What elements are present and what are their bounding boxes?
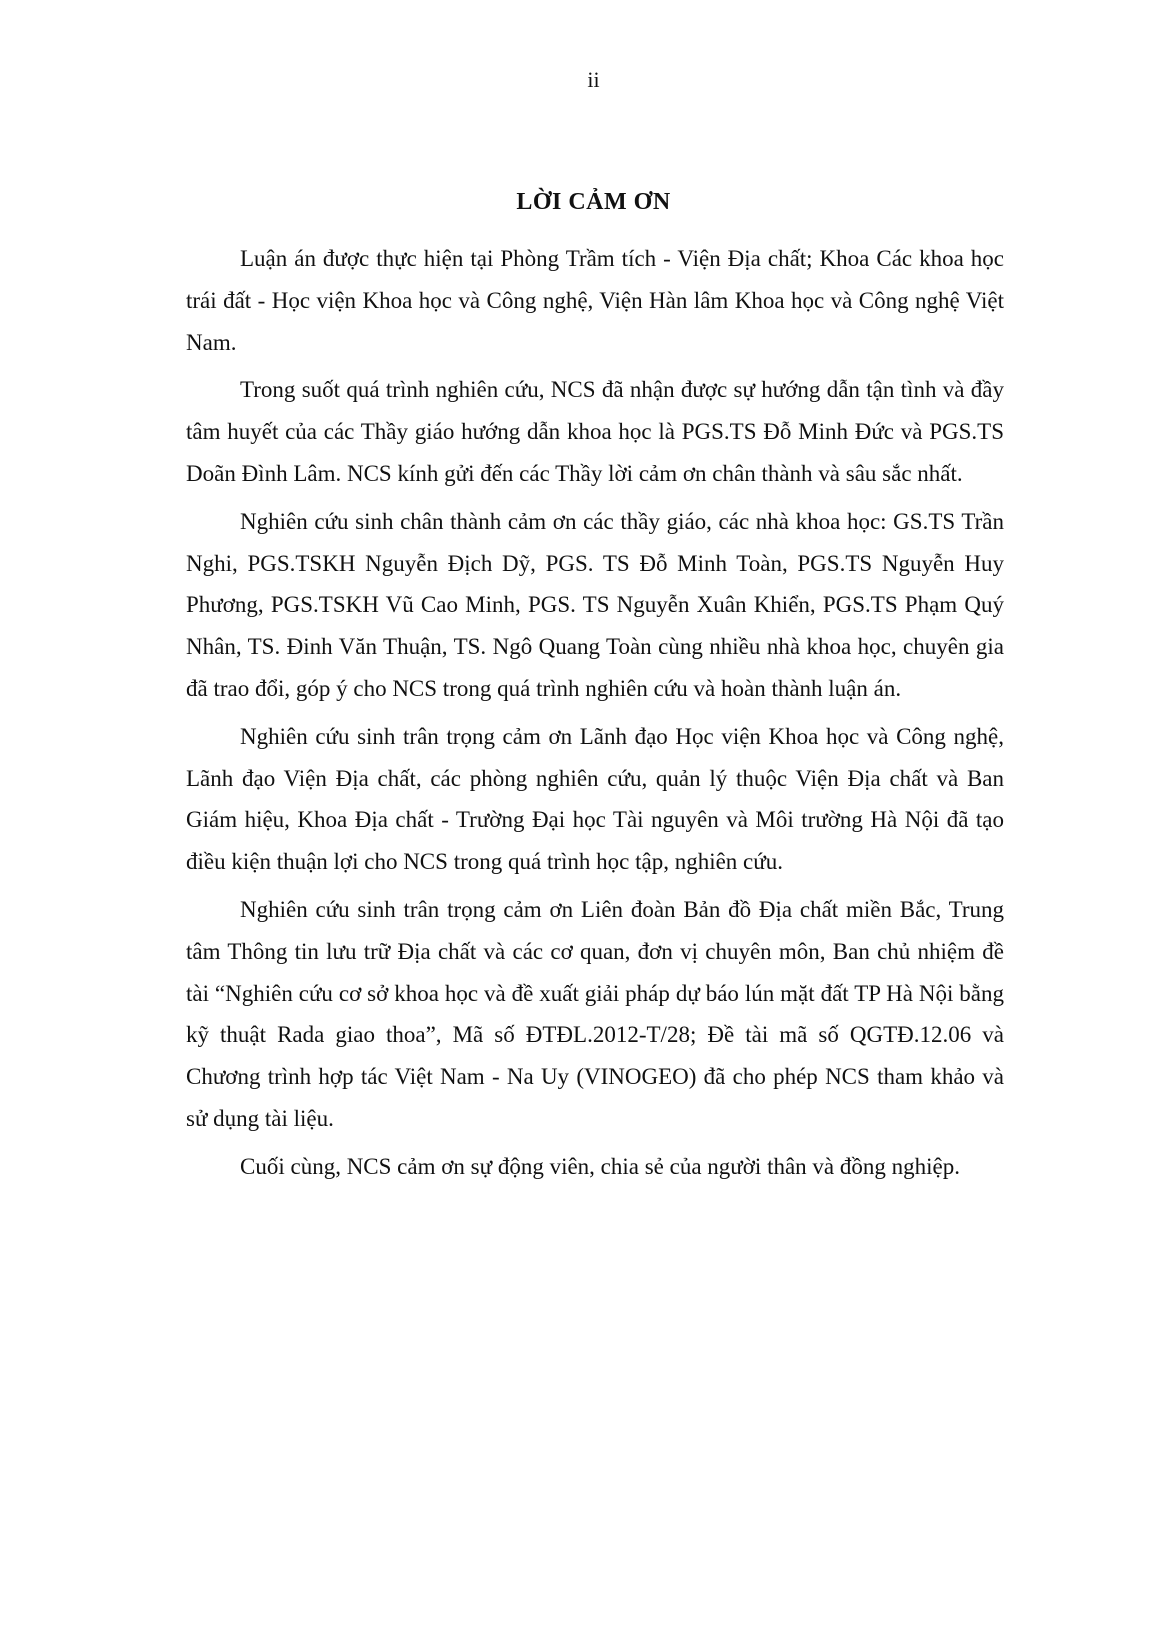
acknowledgement-body (186, 238, 1004, 1194)
paragraph: Cuối cùng, NCS cảm ơn sự động viên, chia sẻ của người thân và đồng nghiệp. (240, 1153, 960, 1179)
paragraph: Nghiên cứu sinh trân trọng cảm ơn Lãnh đạo Học viện Khoa học và Công nghệ, Lãnh đạo Viện Địa chất, các phòng nghiên cứu, quản lý thuộc Viện Địa chất và Ban Giám hiệu, Khoa Địa chất - Trường Đại học Tài nguyên và Môi trường Hà Nội đã tạo điều kiện thuận lợi cho NCS trong quá trình học tập, nghiên cứu. (186, 723, 1004, 875)
paragraph: Nghiên cứu sinh chân thành cảm ơn các thầy giáo, các nhà khoa học: GS.TS Trần Nghi, PGS.TSKH Nguyễn Địch Dỹ, PGS. TS Đỗ Minh Toàn, PGS.TS Nguyễn Huy Phương, PGS.TSKH Vũ Cao Minh, PGS. TS Nguyễn Xuân Khiển, PGS.TS Phạm Quý Nhân, TS. Đinh Văn Thuận, TS. Ngô Quang Toàn cùng nhiều nhà khoa học, chuyên gia đã trao đổi, góp ý cho NCS trong quá trình nghiên cứu và hoàn thành luận án. (186, 508, 1004, 701)
page-title: LỜI CẢM ƠN (516, 189, 671, 215)
paragraph: Trong suốt quá trình nghiên cứu, NCS đã nhận được sự hướng dẫn tận tình và đầy tâm huyết của các Thầy giáo hướng dẫn khoa học là PGS.TS Đỗ Minh Đức và PGS.TS Doãn Đình Lâm. NCS kính gửi đến các Thầy lời cảm ơn chân thành và sâu sắc nhất. (186, 377, 1004, 486)
paragraph: Luận án được thực hiện tại Phòng Trầm tích - Viện Địa chất; Khoa Các khoa học trái đất - Học viện Khoa học và Công nghệ, Viện Hàn lâm Khoa học và Công nghệ Việt Nam. (186, 246, 1004, 355)
page-number: ii (587, 67, 600, 92)
paragraph: Nghiên cứu sinh trân trọng cảm ơn Liên đoàn Bản đồ Địa chất miền Bắc, Trung tâm Thông tin lưu trữ Địa chất và các cơ quan, đơn vị chuyên môn, Ban chủ nhiệm đề tài “Nghiên cứu cơ sở khoa học và đề xuất giải pháp dự báo lún mặt đất TP Hà Nội bằng kỹ thuật Rada giao thoa”, Mã số ĐTĐL.2012-T/28; Đề tài mã số QGTĐ.12.06 và Chương trình hợp tác Việt Nam - Na Uy (VINOGEO) đã cho phép NCS tham khảo và sử dụng tài liệu. (186, 896, 1004, 1131)
